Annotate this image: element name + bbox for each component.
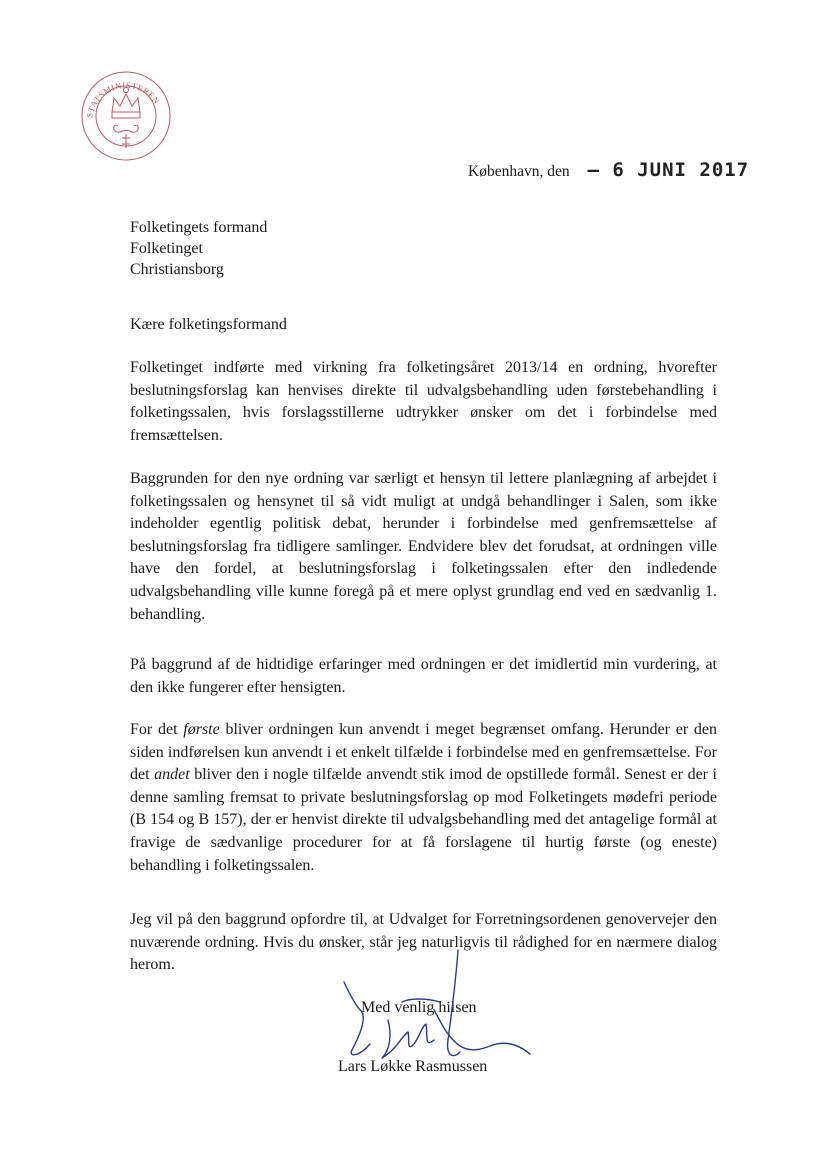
crown-seal-icon <box>78 68 174 164</box>
recipient-line: Folketingets formand <box>130 219 268 236</box>
recipient-line: Folketinget <box>130 240 203 257</box>
paragraph-text: bliver den i nogle tilfælde anvendt stik imod de opstillede formål. Senest er der i denne samling fremsat to private beslutningsforslag op mod Folketingets mødefri periode (B 154 og B 157), der er henvist direkte til udvalgsbehandling med det antagelige formål at fravige de sædvanlige procedurer for at få forslagene til hurtig første (og eneste) behandling i folketingssalen. <box>130 766 717 874</box>
salutation: Kære folketingsformand <box>130 316 287 333</box>
body-paragraph: Jeg vil på den baggrund opfordre til, at Udvalget for Forretningsordenen genovervejer den nuværende ordning. Hvis du ønsker, står jeg naturligvis til rådighed for en nærmere dialog herom. <box>130 911 717 974</box>
body-paragraph: Folketinget indførte med virkning fra folketingsåret 2013/14 en ordning, hvorefter beslutningsforslag kan henvises direkte til udvalgsbehandling uden førstebehandling i folketingssalen, hvis forslagsstillerne udtrykker ønsker om det i forbindelse med fremsættelsen. <box>130 359 717 444</box>
recipient-address <box>130 217 267 280</box>
closing: Med venlig hilsen <box>361 999 477 1016</box>
body-paragraph: Baggrunden for den nye ordning var særligt et hensyn til lettere planlægning af arbejdet i folketingssalen og hensynet til så vidt muligt at undgå behandlinger i Salen, som ikke indeholder egentlig politisk debat, herunder i forbindelse med genfremsættelse af beslutningsforslag fra tidligere samlinger. Endvidere blev det forudsat, at ordningen ville have den fordel, at beslutningsforslag i folketingssalen efter den indledende udvalgsbehandling ville kunne foregå på et mere oplyst grundlag end ved en sædvanlig 1. behandling. <box>130 470 717 623</box>
paragraph-text: bliver ordningen kun anvendt i meget begrænset omfang. Herunder er den siden indførelsen kun anvendt i et enkelt tilfælde i forbindelse med en genfremsættelse. For det <box>130 721 717 784</box>
signer-name: Lars Løkke Rasmussen <box>338 1058 488 1075</box>
dateline <box>468 159 749 181</box>
body-paragraph: På baggrund af de hidtidige erfaringer med ordningen er det imidlertid min vurdering, at den ikke fungerer efter hensigten. <box>130 656 717 696</box>
body-paragraph <box>130 719 717 877</box>
paragraph-text: For det <box>130 721 184 738</box>
emphasis-text: andet <box>154 766 190 784</box>
recipient-line: Christiansborg <box>130 261 224 278</box>
emphasis-text: første <box>183 721 220 738</box>
dateline-place: København, den <box>468 163 570 180</box>
seal-text: STATSMINISTEREN <box>84 79 163 119</box>
date-stamp: – 6 JUNI 2017 <box>587 159 750 181</box>
